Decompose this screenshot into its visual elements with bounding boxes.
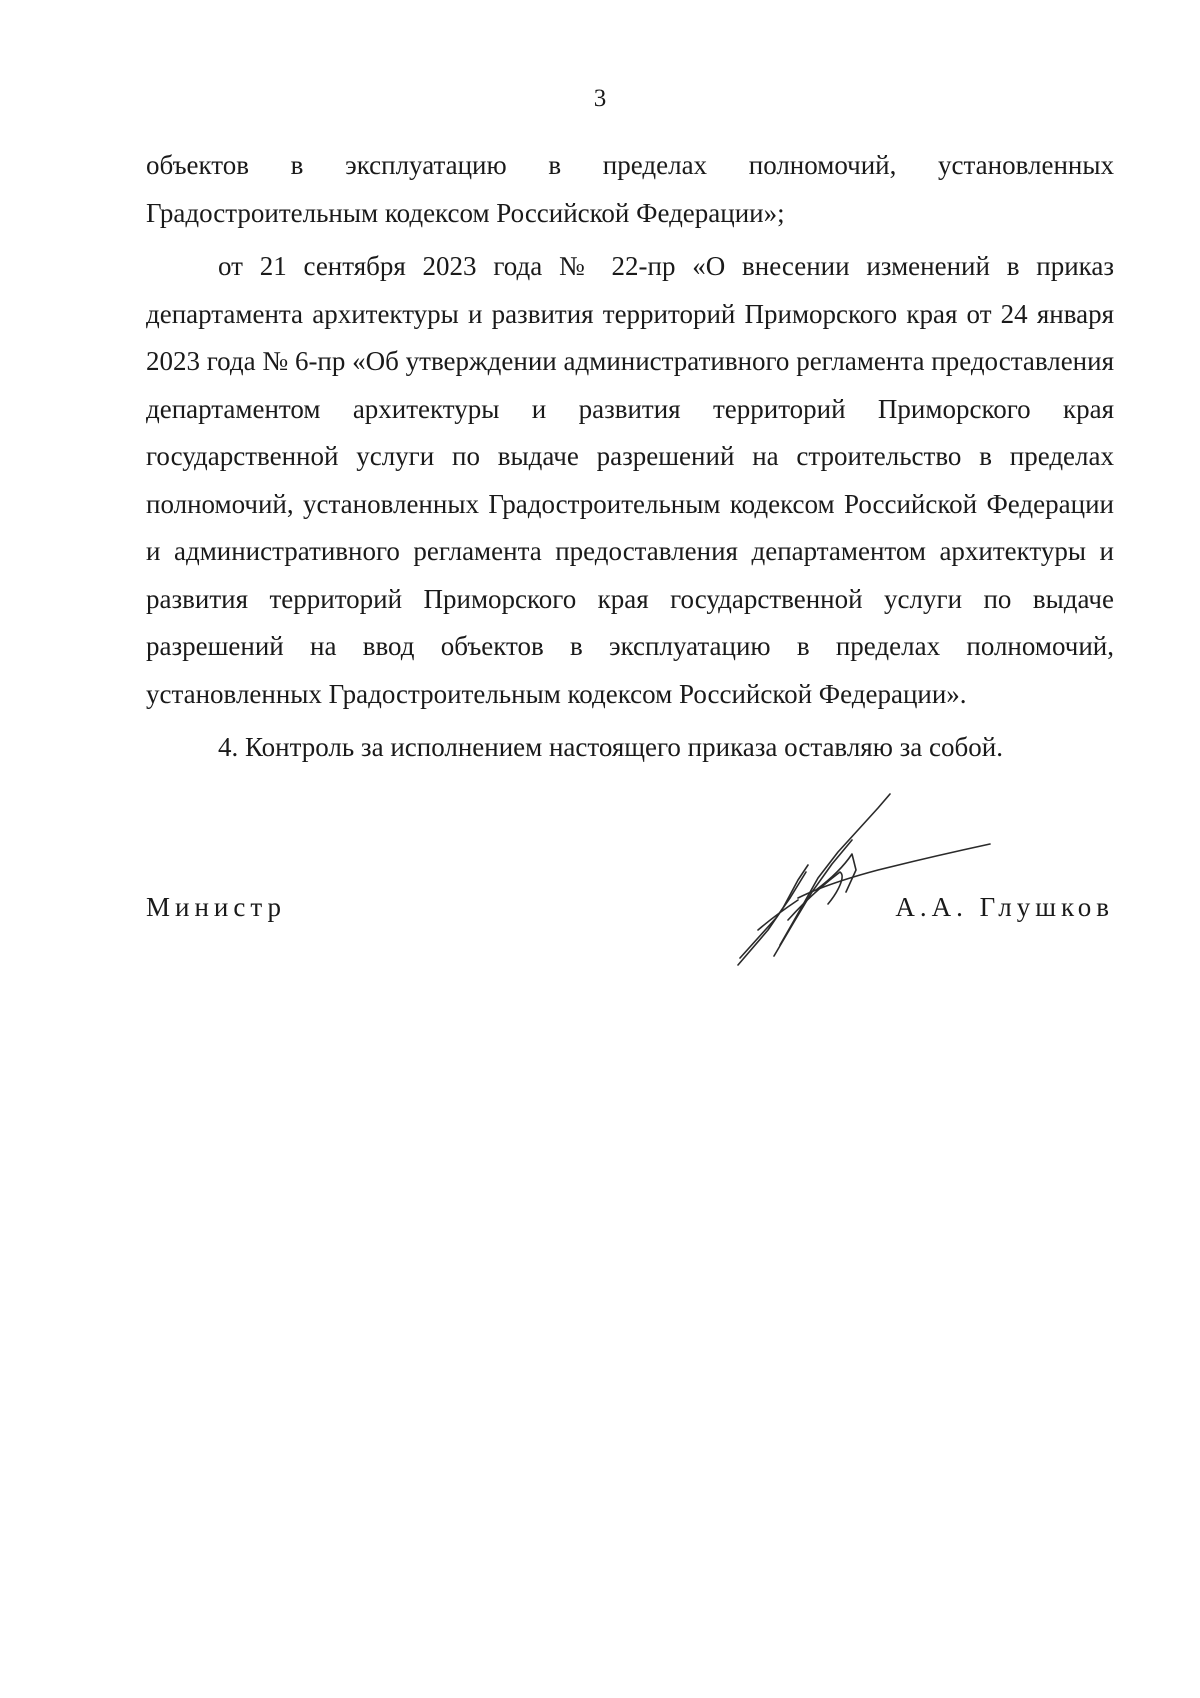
paragraph-control-clause: 4. Контроль за исполнением настоящего приказа оставляю за собой. — [218, 732, 1003, 762]
signer-position: Министр — [146, 892, 286, 922]
handwritten-signature — [728, 780, 998, 970]
signer-name: А.А. Глушков — [895, 892, 1114, 922]
page-number: 3 — [593, 85, 607, 112]
paragraph-order-reference: от 21 сентября 2023 года № 22-пр «О внесении изменений в приказ департамента архитектуры и развития территорий Приморского края от 24 января 2023 года № 6-пр «Об утверждении административного регламента предоставления департаментом архитектуры и развития территорий Приморского края государственной услуги по выдаче разрешений на строительство в пределах полномочий, установленных Градостроительным кодексом Российской Федерации и административного регламента предоставления департаментом архитектуры и развития территорий Приморского края государственной услуги по выдаче разрешений на ввод объектов в эксплуатацию в пределах полномочий, установленных Градостроительным кодексом Российской Федерации». — [146, 251, 1114, 709]
document-body — [146, 142, 1114, 772]
paragraph-continuation: объектов в эксплуатацию в пределах полномочий, установленных Градостроительным кодексом Российской Федерации»; — [146, 150, 1114, 228]
